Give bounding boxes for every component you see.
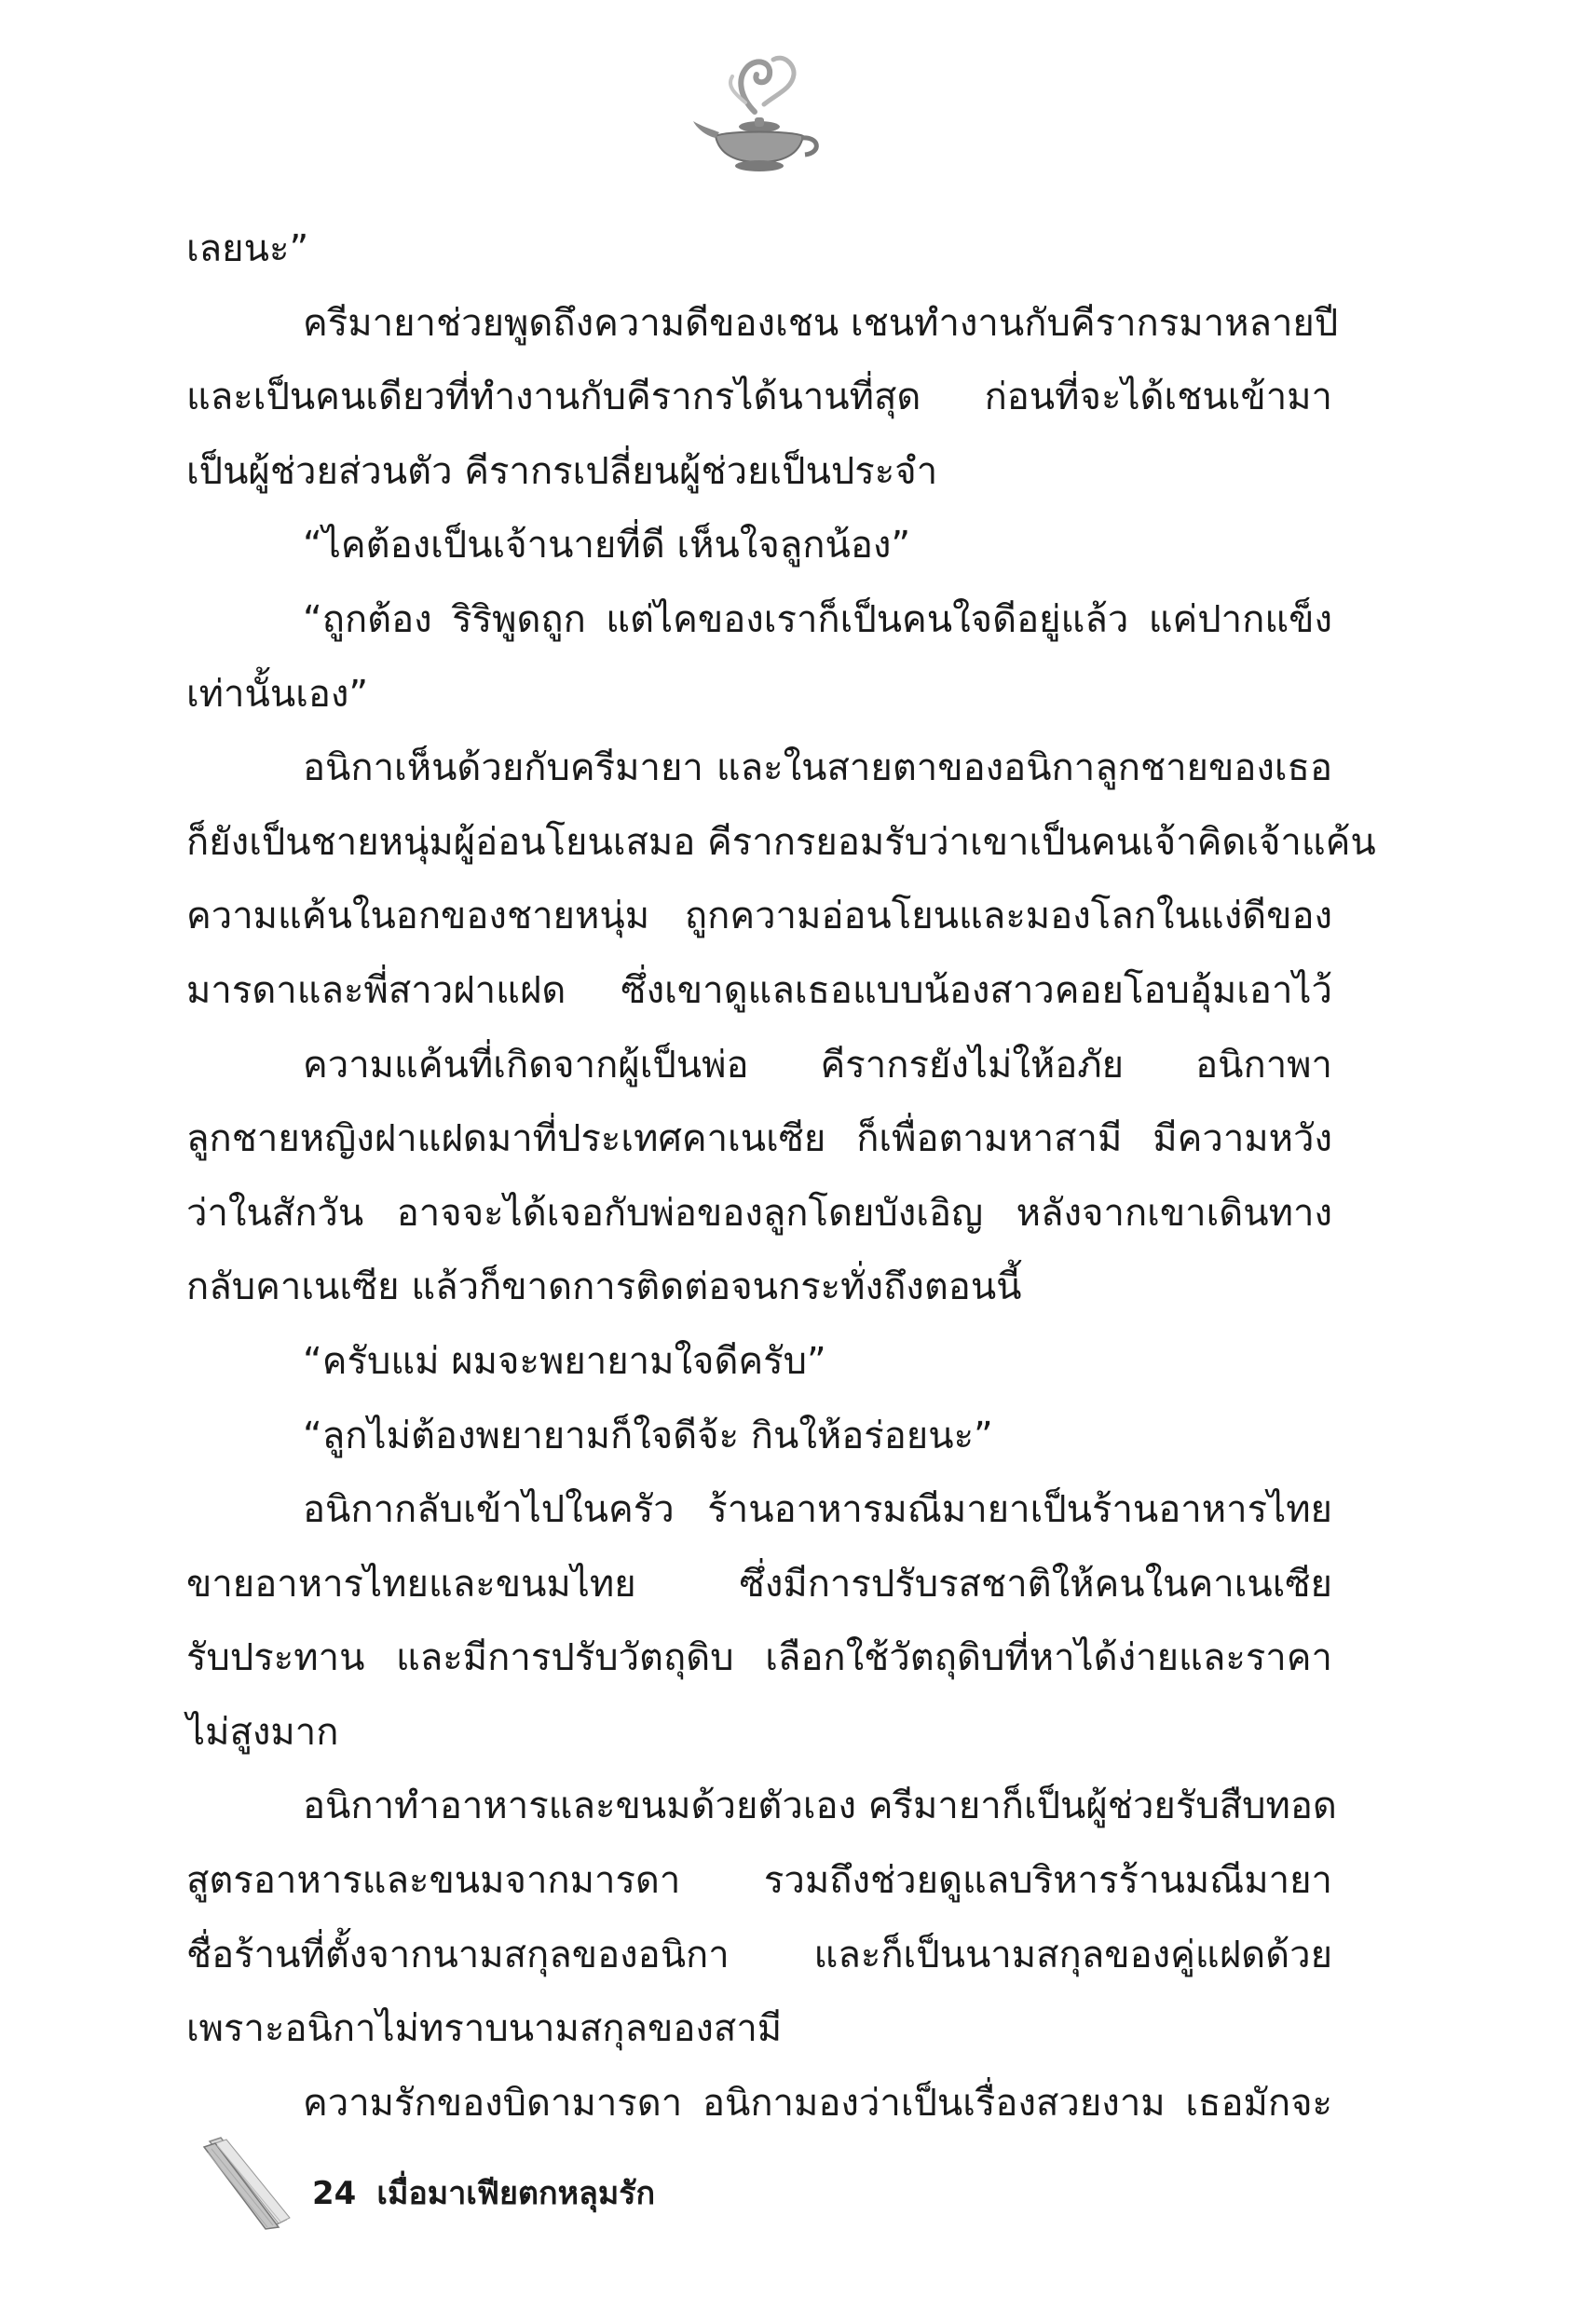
text-line: เลยนะ” <box>186 227 309 270</box>
text-line: ครีมายาช่วยพูดถึงความดีของเชน เชนทำงานกับคีรากรมาหลายปี <box>303 301 1339 345</box>
text-line: ความแค้นในอกของชายหนุ่ม ถูกความอ่อนโยนและมองโลกในแง่ดีของ <box>186 895 1332 938</box>
text-line: ขายอาหารไทยและขนมไทย ซึ่งมีการปรับรสชาติให้คนในคาเนเซีย <box>186 1562 1332 1606</box>
book-pages-icon <box>200 2134 293 2232</box>
text-line: รับประทาน และมีการปรับวัตถุดิบ เลือกใช้วัตถุดิบที่หาได้ง่ายและราคา <box>186 1636 1332 1680</box>
genie-lamp-icon <box>689 47 829 177</box>
text-line: ไม่สูงมาก <box>186 1710 339 1754</box>
body-text <box>186 212 1376 2140</box>
text-line: “ไคต้องเป็นเจ้านายที่ดี เห็นใจลูกน้อง” <box>303 524 911 567</box>
page-number: 24 <box>312 2175 357 2212</box>
text-line: “ถูกต้อง ริริพูดถูก แต่ไคของเราก็เป็นคนใจดีอยู่แล้ว แค่ปากแข็ง <box>303 597 1332 641</box>
text-line: อนิกาทำอาหารและขนมด้วยตัวเอง ครีมายาก็เป็นผู้ช่วยรับสืบทอด <box>303 1785 1337 1828</box>
text-line: สูตรอาหารและขนมจากมารดา รวมถึงช่วยดูแลบริหารร้านมณีมายา <box>186 1859 1332 1903</box>
book-title: เมื่อมาเฟียตกหลุมรัก <box>376 2175 656 2212</box>
text-line: “ลูกไม่ต้องพยายามก็ใจดีจ้ะ กินให้อร่อยนะ” <box>303 1414 993 1457</box>
text-line: ความแค้นที่เกิดจากผู้เป็นพ่อ คีรากรยังไม่ให้อภัย อนิกาพา <box>303 1043 1332 1087</box>
footer-text <box>312 2167 655 2218</box>
text-line: มารดาและพี่สาวฝาแฝด ซึ่งเขาดูแลเธอแบบน้องสาวคอยโอบอุ้มเอาไว้ <box>186 968 1332 1012</box>
text-line: “ครับแม่ ผมจะพยายามใจดีครับ” <box>303 1339 826 1383</box>
text-line: อนิกากลับเข้าไปในครัว ร้านอาหารมณีมายาเป็นร้านอาหารไทย <box>303 1488 1332 1532</box>
text-line: ชื่อร้านที่ตั้งจากนามสกุลของอนิกา และก็เป็นนามสกุลของคู่แฝดด้วย <box>186 1933 1332 1976</box>
text-line: อนิกาเห็นด้วยกับครีมายา และในสายตาของอนิกาลูกชายของเธอ <box>303 746 1332 790</box>
text-line: ก็ยังเป็นชายหนุ่มผู้อ่อนโยนเสมอ คีรากรยอมรับว่าเขาเป็นคนเจ้าคิดเจ้าแค้น <box>186 820 1376 864</box>
text-line: ว่าในสักวัน อาจจะได้เจอกับพ่อของลูกโดยบังเอิญ หลังจากเขาเดินทาง <box>186 1191 1332 1235</box>
text-line: เพราะอนิกาไม่ทราบนามสกุลของสามี <box>186 2007 783 2051</box>
text-line: และเป็นคนเดียวที่ทำงานกับคีรากรได้นานที่สุด ก่อนที่จะได้เชนเข้ามา <box>186 376 1332 419</box>
text-line: กลับคาเนเซีย แล้วก็ขาดการติดต่อจนกระทั่งถึงตอนนี้ <box>186 1265 1022 1309</box>
text-line: เป็นผู้ช่วยส่วนตัว คีรากรเปลี่ยนผู้ช่วยเป็นประจำ <box>186 449 938 493</box>
text-line: ลูกชายหญิงฝาแฝดมาที่ประเทศคาเนเซีย ก็เพื่อตามหาสามี มีความหวัง <box>186 1117 1332 1161</box>
text-line: เท่านั้นเอง” <box>186 672 369 716</box>
page-footer <box>200 2134 1039 2236</box>
text-line: ความรักของบิดามารดา อนิกามองว่าเป็นเรื่องสวยงาม เธอมักจะ <box>303 2081 1332 2125</box>
